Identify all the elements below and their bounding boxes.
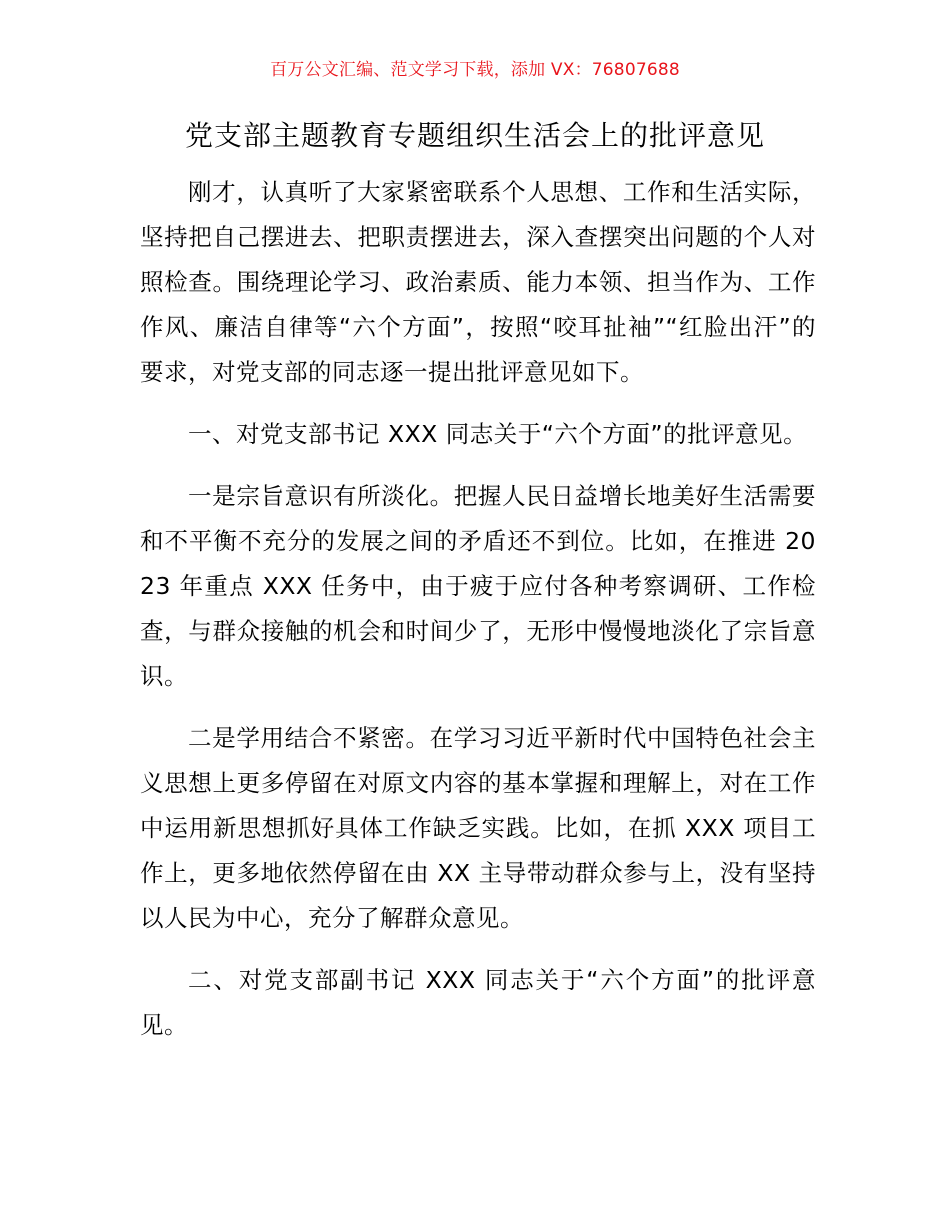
paragraph-point-1: 一是宗旨意识有所淡化。把握人民日益增长地美好生活需要和不平衡不充分的发展之间的矛盾还不到位。比如，在推进 2023 年重点 XXX 任务中，由于疲于应付各种考察调研、工作检查，与群众接触的机会和时间少了，无形中慢慢地淡化了宗旨意识。 <box>140 482 816 690</box>
paragraph-section-1-heading: 一、对党支部书记 XXX 同志关于“六个方面”的批评意见。 <box>188 420 808 448</box>
header-banner: 百万公文汇编、范文学习下载，添加 VX：76807688 <box>270 60 680 80</box>
document-body <box>140 170 816 1065</box>
paragraph-point-2: 二是学用结合不紧密。在学习习近平新时代中国特色社会主义思想上更多停留在对原文内容的基本掌握和理解上，对在工作中运用新思想抓好具体工作缺乏实践。比如，在抓 XXX 项目工作上，更多地依然停留在由 XX 主导带动群众参与上，没有坚持以人民为中心，充分了解群众意见。 <box>140 724 816 932</box>
document-title: 党支部主题教育专题组织生活会上的批评意见 <box>184 119 765 152</box>
paragraph-intro: 刚才，认真听了大家紧密联系个人思想、工作和生活实际，坚持把自己摆进去、把职责摆进去，深入查摆突出问题的个人对照检查。围绕理论学习、政治素质、能力本领、担当作为、工作作风、廉洁自律等“六个方面”，按照“咬耳扯袖”“红脸出汗”的要求，对党支部的同志逐一提出批评意见如下。 <box>140 178 816 386</box>
paragraph-section-2-heading: 二、对党支部副书记 XXX 同志关于“六个方面”的批评意见。 <box>140 966 816 1039</box>
